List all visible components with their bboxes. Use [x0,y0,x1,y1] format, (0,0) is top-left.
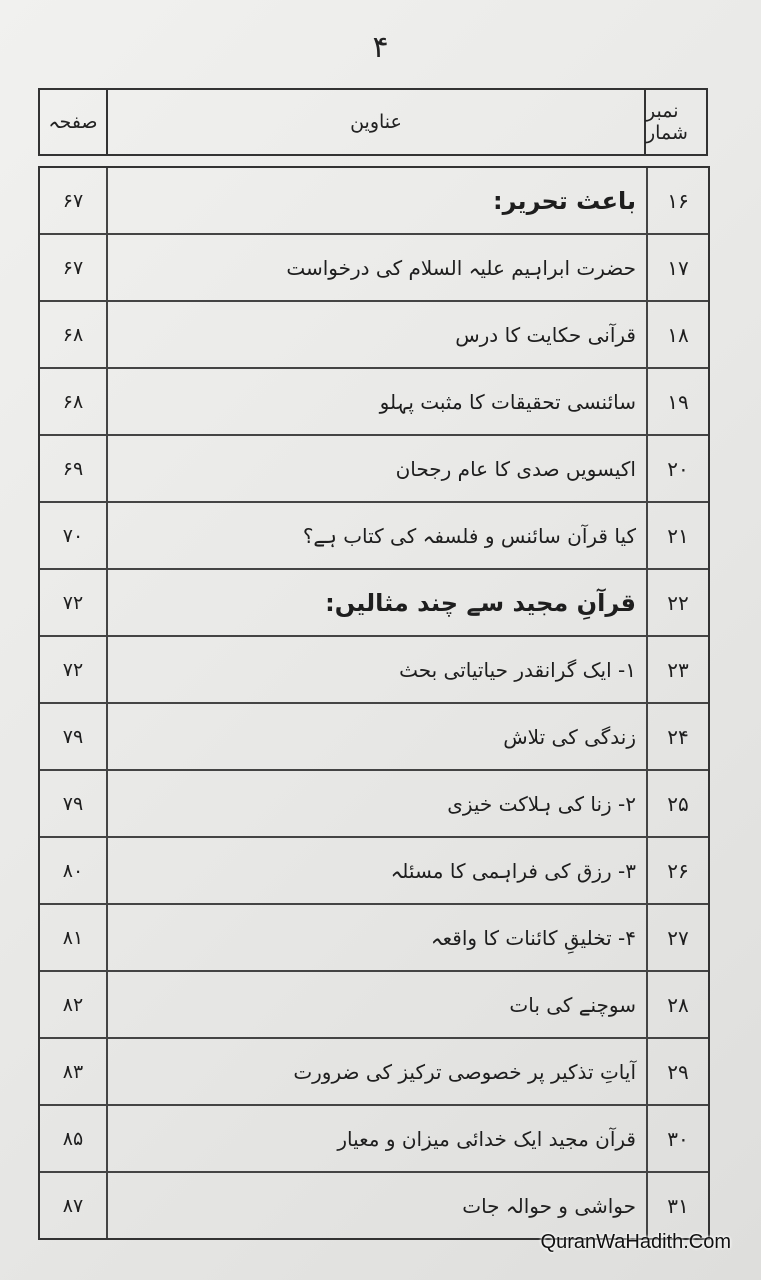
row-title: حضرت ابراہیم علیہ السلام کی درخواست [286,255,636,280]
table-row [40,1039,708,1106]
row-number: ۱۹ [646,369,708,434]
row-title: قرآنِ مجید سے چند مثالیں: [325,588,636,617]
table-row [40,436,708,503]
row-page: ۸۱ [40,905,108,970]
row-page: ۷۲ [40,637,108,702]
row-page: ۷۹ [40,704,108,769]
row-page: ۶۸ [40,369,108,434]
table-row [40,302,708,369]
table-row [40,1106,708,1173]
table-row [40,905,708,972]
header-page: صفحہ [40,90,108,154]
row-page: ۶۸ [40,302,108,367]
table-row [40,369,708,436]
row-title: اکیسویں صدی کا عام رجحان [395,456,636,481]
row-number: ۱۷ [646,235,708,300]
row-page: ۷۲ [40,570,108,635]
row-page: ۷۰ [40,503,108,568]
table-row [40,704,708,771]
site-watermark: QuranWaHadith.Com [540,1231,731,1253]
row-page: ۶۹ [40,436,108,501]
row-page: ۸۲ [40,972,108,1037]
row-title: ۱- ایک گرانقدر حیاتیاتی بحث [399,657,636,682]
row-title: قرآنی حکایت کا درس [455,322,636,347]
row-number: ۱۶ [646,168,708,233]
row-number: ۲۱ [646,503,708,568]
row-title: زندگی کی تلاش [503,724,636,749]
row-title: ۲- زنا کی ہلاکت خیزی [447,791,636,816]
table-row [40,235,708,302]
row-number: ۲۷ [646,905,708,970]
row-title: حواشی و حوالہ جات [462,1193,636,1218]
contents-table [38,166,710,1240]
table-row [40,570,708,637]
row-number: ۲۲ [646,570,708,635]
table-row [40,503,708,570]
header-title: عناوین [350,111,402,133]
row-number: ۱۸ [646,302,708,367]
table-row [40,838,708,905]
row-page: ۸۷ [40,1173,108,1238]
row-number: ۲۰ [646,436,708,501]
row-page: ۸۵ [40,1106,108,1171]
row-title: ۳- رزق کی فراہمی کا مسئلہ [390,858,636,883]
row-title: قرآن مجید ایک خدائی میزان و معیار [337,1126,636,1151]
row-number: ۲۹ [646,1039,708,1104]
row-number: ۳۱ [646,1173,708,1238]
table-header [38,88,708,156]
table-row [40,168,708,235]
row-number: ۲۶ [646,838,708,903]
row-title: سوچنے کی بات [509,992,636,1017]
row-number: ۳۰ [646,1106,708,1171]
row-title: ۴- تخلیقِ کائنات کا واقعہ [430,925,636,950]
table-row [40,771,708,838]
row-page: ۸۳ [40,1039,108,1104]
table-row [40,637,708,704]
row-title: سائنسی تحقیقات کا مثبت پہلو [379,389,636,414]
row-page: ۷۹ [40,771,108,836]
row-number: ۲۴ [646,704,708,769]
row-number: ۲۳ [646,637,708,702]
table-row [40,1173,708,1238]
page-number: ۴ [372,30,389,65]
row-title: باعث تحریر: [493,186,636,215]
table-row [40,972,708,1039]
row-page: ۶۷ [40,235,108,300]
row-page: ۶۷ [40,168,108,233]
row-number: ۲۸ [646,972,708,1037]
row-title: آیاتِ تذکیر پر خصوصی ترکیز کی ضرورت [293,1059,636,1084]
row-number: ۲۵ [646,771,708,836]
header-serial: نمبر شمار [644,90,706,154]
row-title: کیا قرآن سائنس و فلسفہ کی کتاب ہے؟ [302,523,636,548]
row-page: ۸۰ [40,838,108,903]
